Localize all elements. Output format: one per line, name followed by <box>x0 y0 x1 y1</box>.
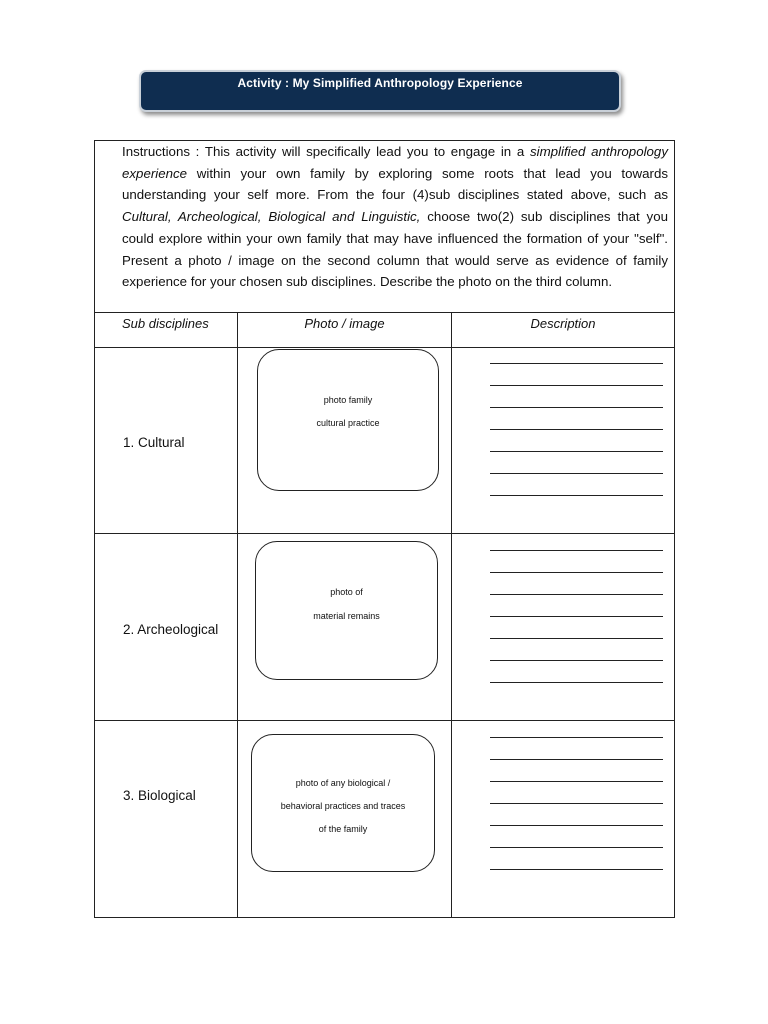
description-line[interactable] <box>490 363 663 364</box>
photo-caption: photo of any biological / <box>295 778 391 788</box>
row-divider <box>95 720 674 721</box>
photo-caption: photo family <box>323 395 373 405</box>
instructions-emphasis-2: Cultural, Archeological, Biological and Linguistic, <box>122 209 421 225</box>
instructions-part-2: within your own family by exploring some roots that lead you towards understanding your self more. From the four (4)sub disciplines stated above, such as <box>122 165 668 203</box>
description-line[interactable] <box>490 616 663 617</box>
activity-title: Activity : My Simplified Anthropology Experience <box>139 70 621 112</box>
header-photo-image: Photo / image <box>304 316 385 331</box>
column-divider <box>237 313 238 918</box>
header-sub-disciplines: Sub disciplines <box>122 316 209 331</box>
description-line[interactable] <box>490 550 663 551</box>
description-line[interactable] <box>490 385 663 386</box>
instructions-part-3: choose two(2) sub disciplines that you could explore within your own family that may have influenced the formation of your "self". Present a photo / image on the second column that would serve as evidence of family experience for your chosen sub disciplines. Describe the photo on the third column. <box>122 209 668 290</box>
description-line[interactable] <box>490 781 663 782</box>
photo-caption: behavioral practices and traces <box>280 801 406 811</box>
description-line[interactable] <box>490 803 663 804</box>
photo-caption: of the family <box>318 824 368 834</box>
instructions-lead: Instructions : <box>122 144 200 159</box>
row-label-biological: 3. Biological <box>123 788 196 803</box>
photo-placeholder-biological[interactable] <box>251 734 435 872</box>
description-line[interactable] <box>490 869 663 870</box>
description-lines-biological[interactable] <box>490 737 663 891</box>
description-line[interactable] <box>490 429 663 430</box>
description-line[interactable] <box>490 825 663 826</box>
description-line[interactable] <box>490 737 663 738</box>
photo-caption: photo of <box>330 587 363 597</box>
description-line[interactable] <box>490 759 663 760</box>
row-label-archeological: 2. Archeological <box>123 622 219 637</box>
activity-table <box>94 140 675 918</box>
header-description: Description <box>530 316 596 331</box>
description-line[interactable] <box>490 451 663 452</box>
description-line[interactable] <box>490 638 663 639</box>
photo-caption: material remains <box>313 611 380 621</box>
description-line[interactable] <box>490 847 663 848</box>
instructions-emphasis-1: simplified anthropology experience <box>122 144 668 181</box>
description-line[interactable] <box>490 660 663 661</box>
description-line[interactable] <box>490 594 663 595</box>
description-line[interactable] <box>490 473 663 474</box>
instructions-part-1: This activity will specifically lead you to engage in a <box>199 144 530 159</box>
row-label-cultural: 1. Cultural <box>123 435 185 450</box>
row-divider <box>95 533 674 534</box>
photo-caption: cultural practice <box>316 418 380 428</box>
photo-placeholder-archeological[interactable] <box>255 541 438 680</box>
instructions-text <box>95 141 674 313</box>
description-line[interactable] <box>490 682 663 683</box>
column-divider <box>451 313 452 918</box>
description-line[interactable] <box>490 572 663 573</box>
description-line[interactable] <box>490 407 663 408</box>
header-row-divider <box>95 347 674 348</box>
description-lines-cultural[interactable] <box>490 363 663 517</box>
photo-placeholder-cultural[interactable] <box>257 349 439 491</box>
description-lines-archeological[interactable] <box>490 550 663 704</box>
description-line[interactable] <box>490 495 663 496</box>
